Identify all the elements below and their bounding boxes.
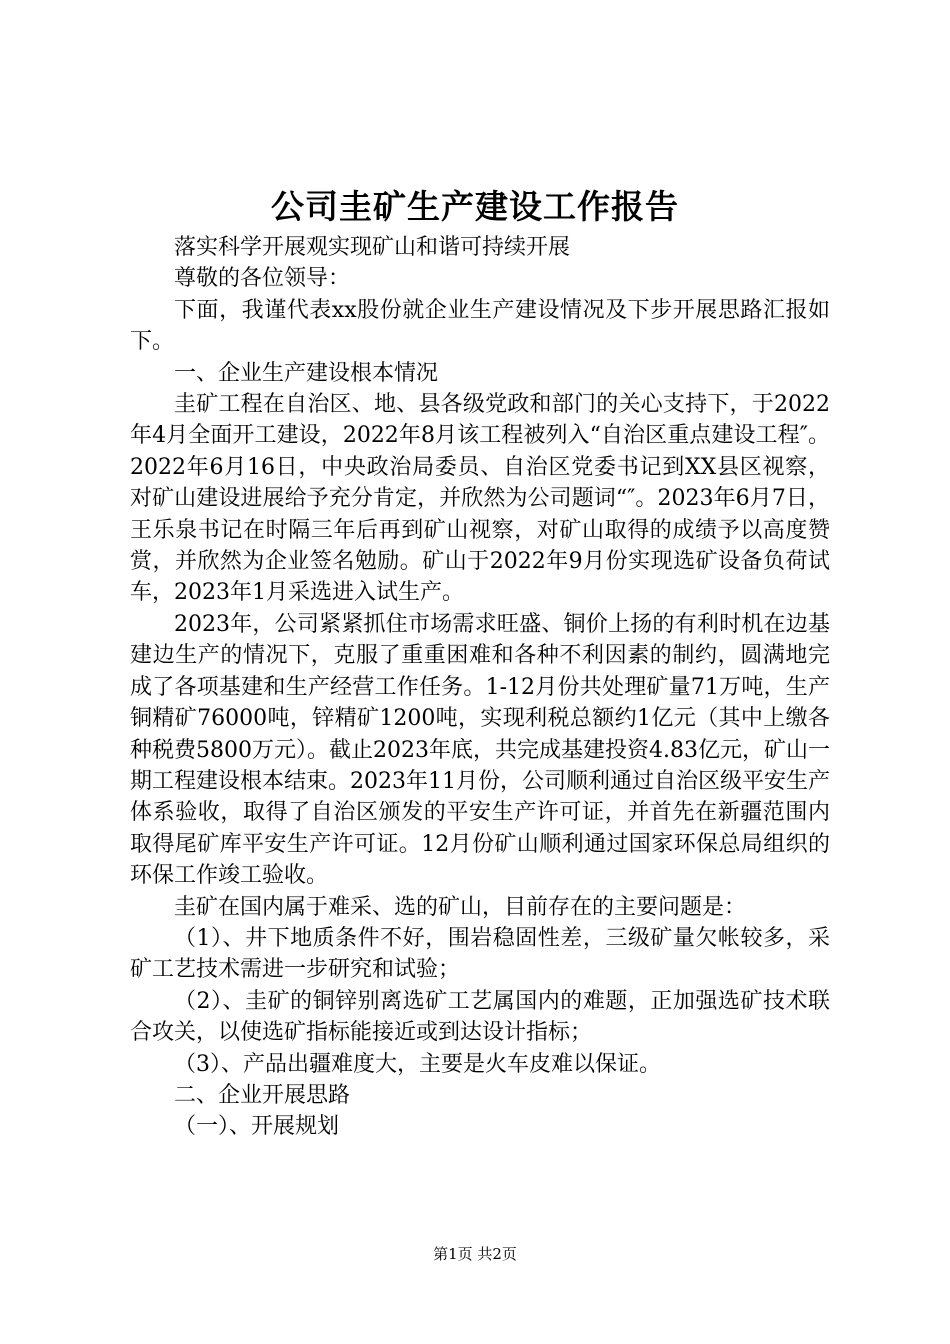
document-title: 公司圭矿生产建设工作报告 xyxy=(271,187,679,226)
subtitle-paragraph: 落实科学开展观实现矿山和谐可持续开展 xyxy=(174,235,571,260)
page-total: 共2页 xyxy=(477,1245,517,1263)
salutation-paragraph: 尊敬的各位领导： xyxy=(174,266,351,292)
document-body xyxy=(130,232,830,1143)
body-paragraph: 圭矿工程在自治区、地、县各级党政和部门的关心支持下，于2022年4月全面开工建设，2022年8月该工程被列入“自治区重点建设工程″。2022年6月16日，中央政治局委员、自治区党委书记到XX县区视察，对矿山建设进展给予充分肯定，并欣然为公司题词“″。2023年6月7日，王乐泉书记在时隔三年后再到矿山视察，对矿山取得的成绩予以高度赞赏，并欣然为企业签名勉励。矿山于2022年9月份实现选矿设备负荷试车，2023年1月采选进入试生产。 xyxy=(130,392,830,606)
page-number: 第1页 xyxy=(433,1245,473,1263)
page-footer xyxy=(0,1244,950,1264)
body-paragraph: 2023年，公司紧紧抓住市场需求旺盛、铜价上扬的有利时机在边基建边生产的情况下，克服了重重困难和各种不利因素的制约，圆满地完成了各项基建和生产经营工作任务。1-12月份共处理矿量71万吨，生产铜精矿76000吨，锌精矿1200吨，实现利税总额约1亿元（其中上缴各种税费5800万元）。截止2023年底，共完成基建投资4.83亿元，矿山一期工程建设根本结束。2023年11月份，公司顺利通过自治区级平安生产体系验收，取得了自治区颁发的平安生产许可证，并首先在新疆范围内取得尾矿库平安生产许可证。12月份矿山顺利通过国家环保总局组织的环保工作竣工验收。 xyxy=(130,611,830,889)
section-heading-2: 二、企业开展思路 xyxy=(174,1082,351,1108)
subsection-heading-1: （一）、开展规划 xyxy=(174,1114,340,1140)
problems-intro-paragraph: 圭矿在国内属于难采、选的矿山，目前存在的主要问题是： xyxy=(174,894,747,920)
section-heading-1: 一、企业生产建设根本情况 xyxy=(174,360,439,386)
problem-item-3: （3）、产品出疆难度大，主要是火车皮难以保证。 xyxy=(174,1051,661,1077)
problem-item-1: （1）、井下地质条件不好，围岩稳固性差，三级矿量欠帐较多，采矿工艺技术需进一步研究和试验； xyxy=(130,925,830,983)
intro-paragraph: 下面，我谨代表xx股份就企业生产建设情况及下步开展思路汇报如下。 xyxy=(130,297,830,355)
problem-item-2: （2）、圭矿的铜锌别离选矿工艺属国内的难题，正加强选矿技术联合攻关，以使选矿指标能接近或到达设计指标； xyxy=(130,988,830,1046)
